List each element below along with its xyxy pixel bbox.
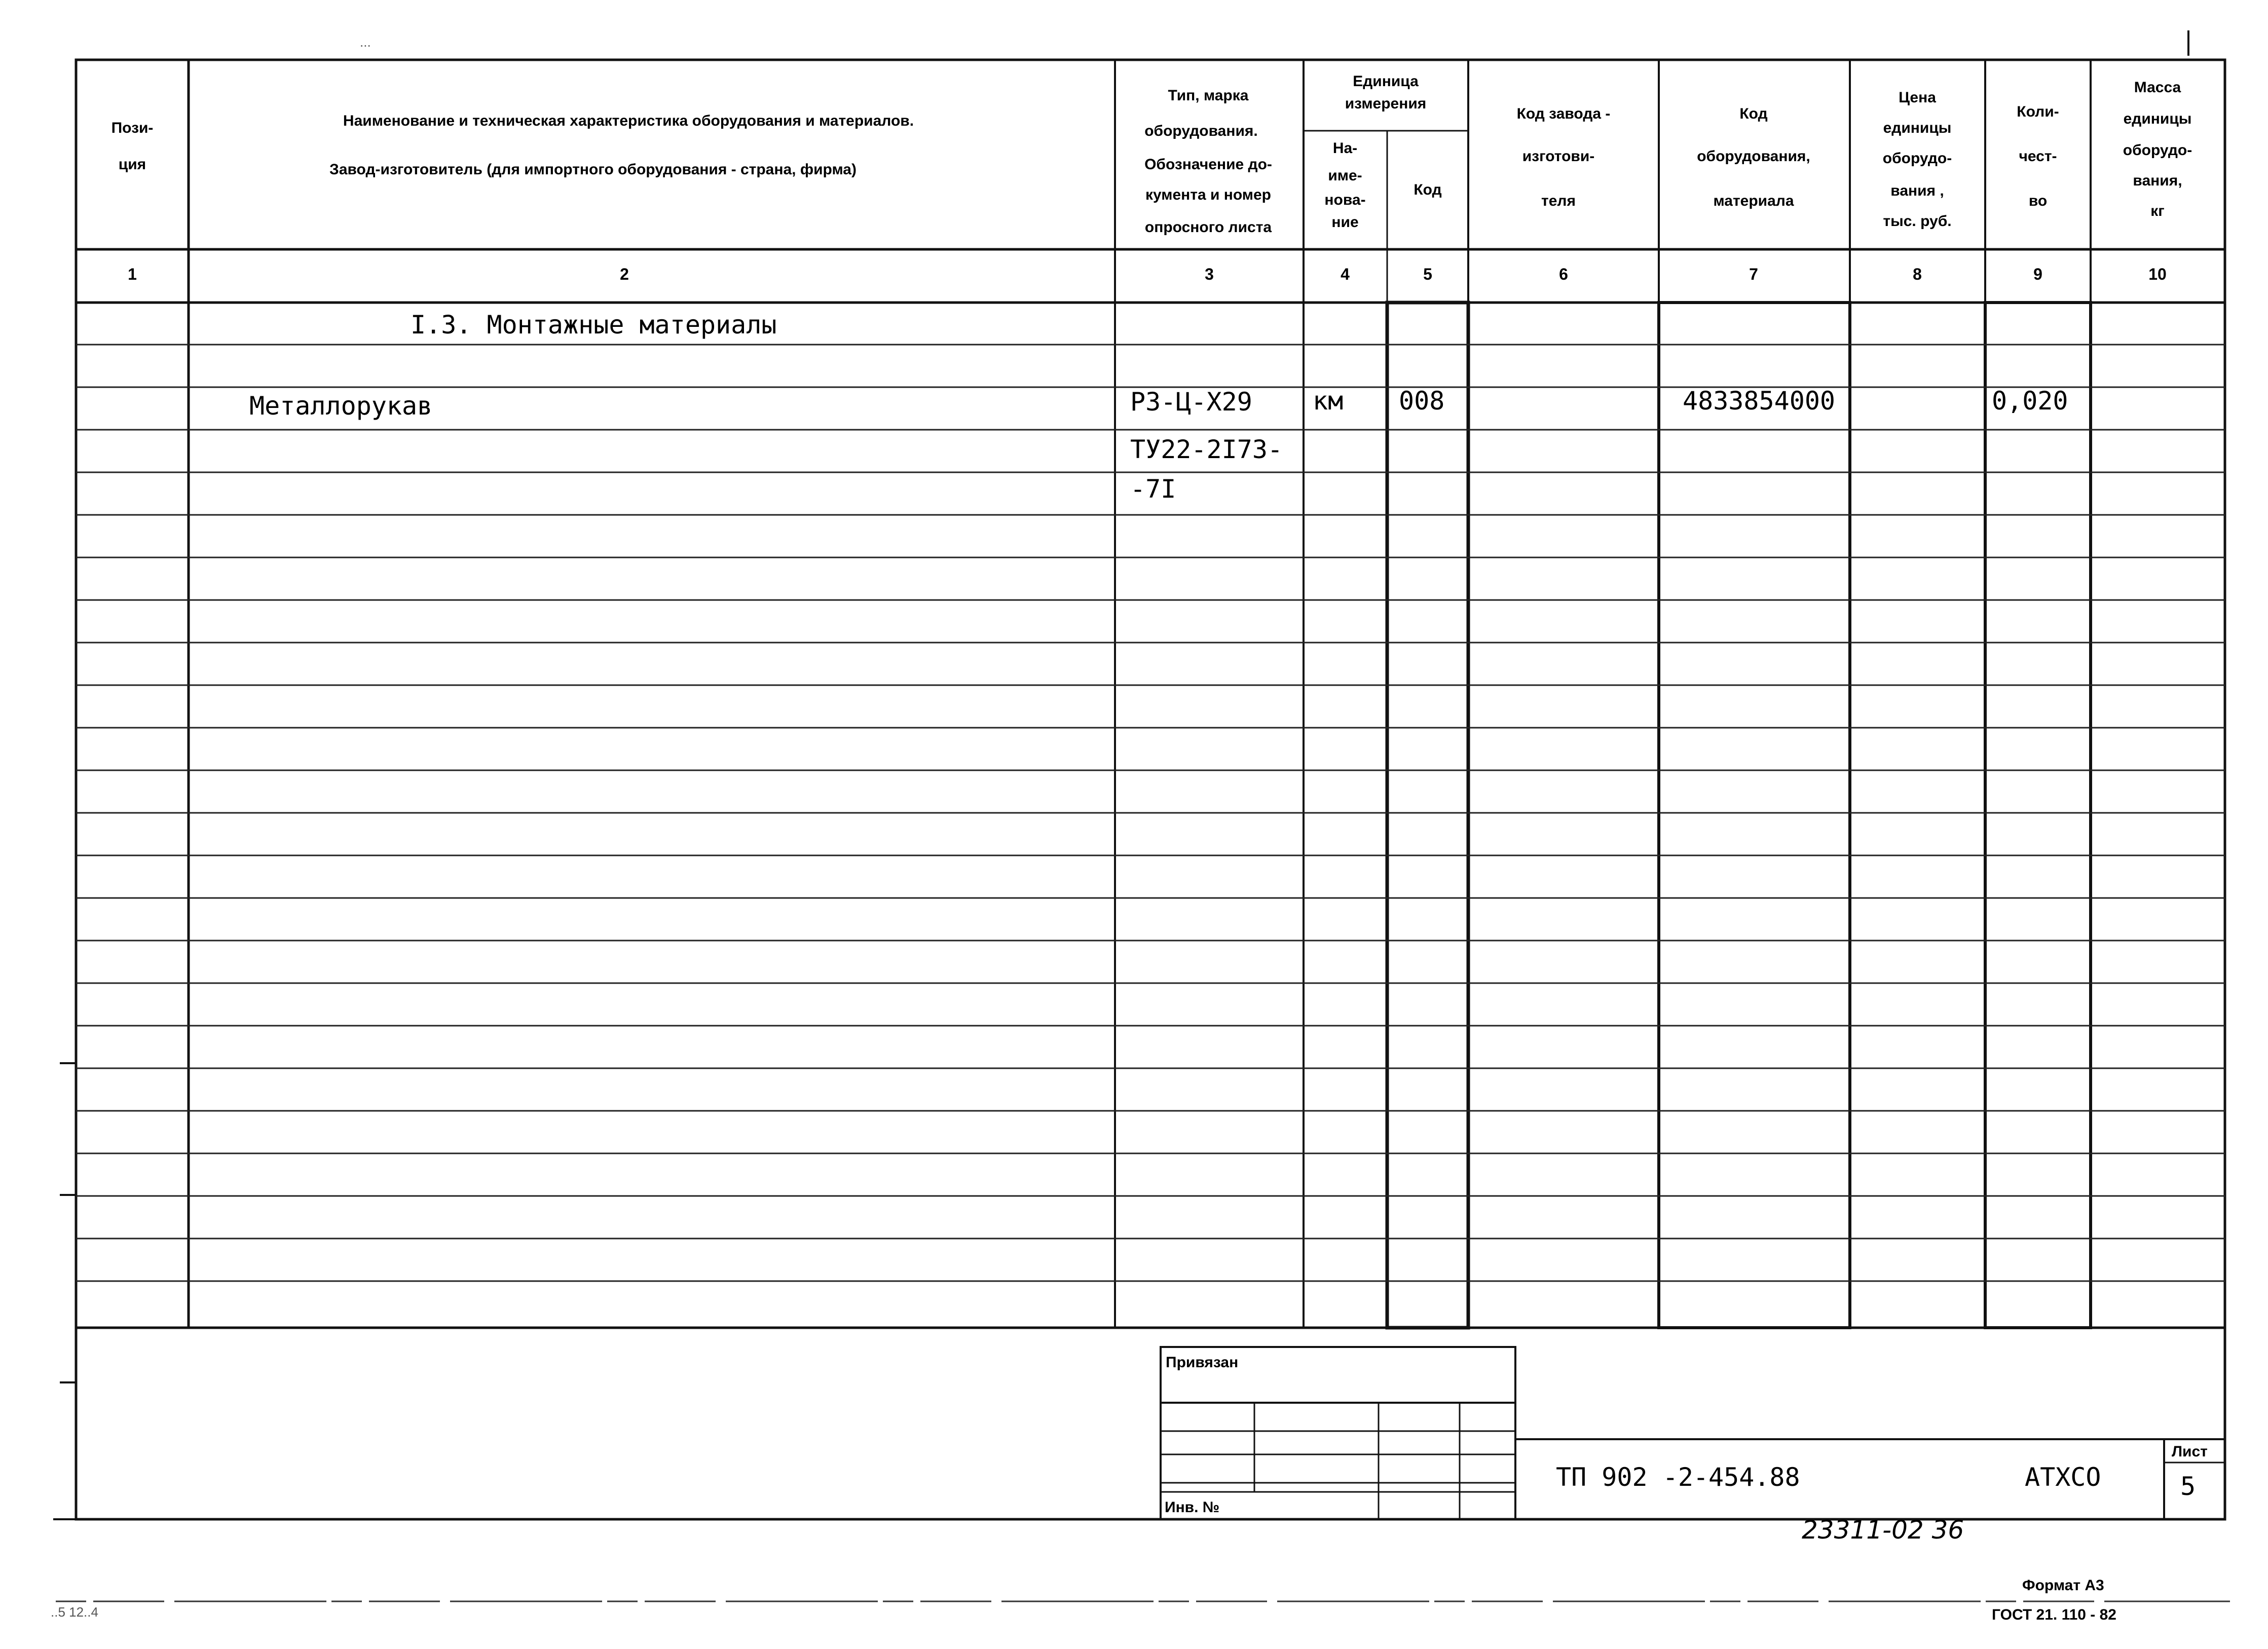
header-type-l5: опросного листа: [1144, 219, 1272, 236]
col-num-7: 7: [1749, 265, 1758, 283]
material-code: 4833854000: [1683, 386, 1836, 416]
header-unit-code: Код: [1414, 181, 1442, 198]
item-name: Металлорукав: [249, 391, 433, 421]
header-mass-l3: оборудо-: [2123, 142, 2192, 159]
header-material-code-l3: материала: [1713, 193, 1794, 209]
header-mass-l2: единицы: [2123, 110, 2192, 127]
col-num-1: 1: [128, 265, 137, 283]
sheet-label: Лист: [2172, 1443, 2208, 1460]
unit-name: км: [1313, 386, 1344, 416]
col-num-3: 3: [1205, 265, 1214, 283]
col-num-10: 10: [2148, 265, 2167, 283]
gost-standard: ГОСТ 21. 110 - 82: [1992, 1606, 2116, 1623]
item-type-l3: -7I: [1130, 474, 1176, 504]
item-type-l1: РЗ-Ц-Х29: [1130, 387, 1252, 417]
header-price-l4: вания ,: [1890, 182, 1944, 199]
title-block: [1161, 1347, 2225, 1519]
inventory-label: Инв. №: [1165, 1499, 1220, 1516]
header-unit-group-l2: измерения: [1345, 95, 1427, 112]
header-unit-name-l3: нова-: [1324, 192, 1366, 208]
table-frame: [53, 60, 2225, 1519]
doc-mark: АТХСО: [2025, 1463, 2101, 1492]
header-quantity-l1: Коли-: [2017, 103, 2059, 120]
header-factory-l3: теля: [1541, 193, 1576, 209]
header-material-code-l2: оборудования,: [1697, 148, 1810, 165]
header-quantity-l3: во: [2028, 193, 2048, 209]
header-name-line1: Наименование и техническая характеристика оборудования и материалов.: [343, 113, 914, 129]
section-title: I.3. Монтажные материалы: [411, 310, 777, 340]
left-stamp: ..5 12..4: [51, 1604, 98, 1620]
column-headers: [111, 73, 2192, 236]
header-factory-l1: Код завода -: [1516, 105, 1611, 122]
unit-code: 008: [1399, 386, 1445, 416]
header-mass-l1: Масса: [2134, 79, 2181, 96]
top-scrap-text: ...: [360, 34, 371, 50]
header-quantity-l2: чест-: [2019, 148, 2057, 165]
header-type-l4: кумента и номер: [1145, 186, 1272, 203]
header-unit-name-l2: име-: [1328, 167, 1362, 184]
attached-label: Привязан: [1166, 1354, 1239, 1371]
header-price-l3: оборудо-: [1882, 150, 1952, 167]
handwritten-number: 23311-02 36: [1802, 1515, 1964, 1545]
header-unit-name-l1: На-: [1332, 140, 1358, 157]
header-price-l5: тыс. руб.: [1883, 213, 1952, 230]
header-material-code-l1: Код: [1739, 105, 1768, 122]
col-num-4: 4: [1341, 265, 1350, 283]
header-mass-l4: вания,: [2133, 172, 2182, 189]
col-num-6: 6: [1559, 265, 1568, 283]
table-body: [249, 310, 2068, 504]
header-price-l2: единицы: [1883, 120, 1952, 136]
header-factory-l2: изготови-: [1522, 148, 1595, 165]
col-num-5: 5: [1423, 265, 1432, 283]
quantity: 0,020: [1992, 386, 2068, 416]
header-type-l1: Тип, марка: [1168, 87, 1249, 104]
col-num-2: 2: [620, 265, 629, 283]
document-code: ТП 902 -2-454.88: [1556, 1463, 1800, 1492]
header-price-l1: Цена: [1899, 89, 1936, 106]
header-unit-group-l1: Единица: [1353, 73, 1419, 90]
item-type-l2: ТУ22-2I73-: [1130, 435, 1283, 464]
col-num-8: 8: [1913, 265, 1922, 283]
header-mass-l5: кг: [2150, 203, 2165, 219]
header-position-2: ция: [118, 156, 146, 173]
header-type-l2: оборудования.: [1144, 123, 1258, 139]
column-numbers: [128, 265, 2167, 283]
header-name-line2: Завод-изготовитель (для импортного оборудования - страна, фирма): [329, 161, 857, 178]
header-position: Пози-: [111, 120, 154, 136]
sheet-number: 5: [2180, 1472, 2196, 1501]
col-num-9: 9: [2033, 265, 2042, 283]
format-label: Формат А3: [2022, 1577, 2104, 1594]
header-type-l3: Обозначение до-: [1144, 156, 1272, 173]
header-unit-name-l4: ние: [1331, 214, 1359, 231]
